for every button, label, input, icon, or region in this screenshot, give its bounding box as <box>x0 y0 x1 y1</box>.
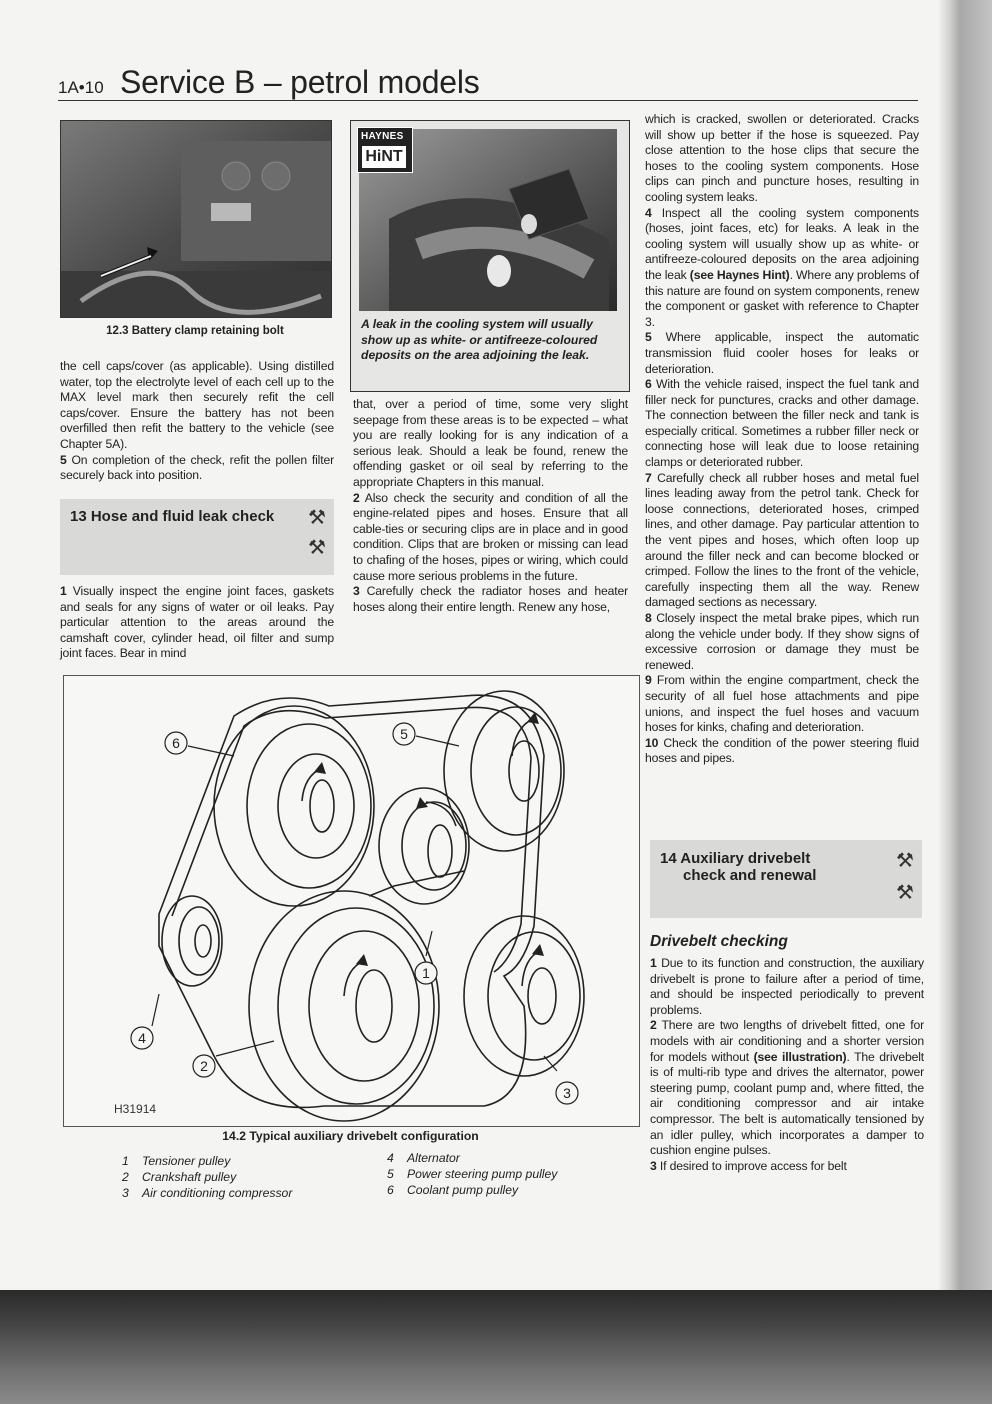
drivebelt-diagram <box>63 675 640 1127</box>
page-header <box>58 62 918 101</box>
spanner-difficulty-icon: ⚒ <box>308 507 326 529</box>
page-number: 1A•10 <box>58 78 104 97</box>
section-14-heading-box <box>650 840 922 918</box>
legend-item: 1 Tensioner pulley <box>122 1154 231 1168</box>
legend-item: 4 Alternator <box>387 1151 460 1165</box>
paragraph: 10 Check the condition of the power steering fluid hoses and pipes. <box>645 735 919 766</box>
drivebelt-checking-heading: Drivebelt checking <box>650 933 788 950</box>
paragraph: 5 On completion of the check, refit the pollen filter securely back into position. <box>60 452 334 483</box>
paragraph: 3 Carefully check the radiator hoses and heater hoses along their entire length. Renew any hose, <box>353 584 628 614</box>
paragraph: 3 If desired to improve access for belt <box>650 1158 847 1173</box>
legend-item: 6 Coolant pump pulley <box>387 1183 519 1197</box>
diagram-legend-left <box>122 1153 362 1201</box>
column-3-text <box>645 112 919 767</box>
legend-item: 3 Air conditioning compressor <box>122 1186 293 1200</box>
paragraph: 4 Inspect all the cooling system components (hoses, joint faces, etc) for leaks. A leak in the cooling system will usually show up as white- or antifreeze-coloured deposits on the area adjoining the leak (see Haynes Hint). Where any problems of this nature are found on system components, renew the component or gasket with reference to Chapter 3. <box>645 205 919 329</box>
paragraph: 2 There are two lengths of drivebelt fitted, one for models with air conditioning and a shorter version for models without (see illustration). The drivebelt is of multi-rib type and drives the alternator, power steering pump, coolant pump and, where fitted, the air conditioning compressor and air intake compressor. The belt is automatically tensioned by an idler pulley, which incorporates a damper to cushion engine pulses. <box>650 1018 924 1158</box>
section-13-heading-box <box>60 499 334 575</box>
haynes-hint-badge <box>357 127 413 173</box>
photo-caption-12-3: 12.3 Battery clamp retaining bolt <box>106 325 284 337</box>
paragraph: the cell caps/cover (as applicable). Using distilled water, top the electrolyte level of each cell up to the MAX level mark then securely refit the cell caps/cover. Ensure the battery has not been overfilled then refit the battery to the vehicle (see Chapter 5A). <box>60 359 334 451</box>
haynes-hint-box <box>350 120 630 392</box>
haynes-label: HAYNES <box>361 131 404 142</box>
column-2-text <box>353 397 628 615</box>
diagram-legend-right <box>387 1150 637 1198</box>
paragraph: that, over a period of time, some very slight seepage from these areas is to be expected – what you are really looking for is any indication of a serious leak. Should a leak be found, renew the offending gasket or oil seal by referring to the appropriate Chapters in this manual. <box>353 397 628 489</box>
paragraph: 5 Where applicable, inspect the automatic transmission fluid cooler hoses for leaks or deterioration. <box>645 330 919 376</box>
section-14-title-line2: check and renewal <box>683 867 817 884</box>
paragraph: 2 Also check the security and condition of all the engine-related pipes and hoses. Ensure that all cable-ties or securing clips are in place and in good condition. Clips that are broken or missing can lead to chafing of the hoses, pipes or wiring, which could cause more serious problems in the future. <box>353 490 628 583</box>
paragraph: which is cracked, swollen or deteriorated. Cracks will show up better if the hose is squeezed. Pay close attention to the hose clips that secure the hoses to the cooling system components. Hose clips can pinch and puncture hoses, resulting in cooling system leaks. <box>645 112 919 204</box>
paragraph: 7 Carefully check all rubber hoses and metal fuel lines leading away from the petrol tank. Check for loose connections, deteriorated hoses, crimped lines, and other damage. Pay particular attention to the vent pipes and hoses, which often loop up around the filler neck and can become blocked or crimped. Follow the lines to the front of the vehicle, carefully inspecting them all the way. Renew damaged sections as necessary. <box>645 470 919 610</box>
column-3-text-lower <box>650 956 924 1174</box>
scanner-right-margin <box>960 0 992 1290</box>
paragraph: 9 From within the engine compartment, check the security of all fuel hose attachments and pipe unions, and inspect the fuel hoses and vacuum hoses for kinks, chafing and deterioration. <box>645 673 919 735</box>
battery-clamp-photo <box>60 120 332 318</box>
drivebelt-diagram-illustration <box>64 676 639 1126</box>
callout-label: 3 <box>563 1085 571 1101</box>
column-1-text-lower <box>60 584 334 662</box>
paragraph: 1 Visually inspect the engine joint faces, gaskets and seals for any signs of water or oil leaks. Pay particular attention to the areas around the camshaft cover, cylinder head, oil filter and sump joint faces. Bear in mind <box>60 584 334 661</box>
hint-label: HiNT <box>362 146 406 168</box>
paragraph: 1 Due to its function and construction, the auxiliary drivebelt is prone to failure after a period of time, and should be inspected periodically to prevent problems. <box>650 956 924 1017</box>
callouts <box>131 723 578 1104</box>
diagram-caption: 14.2 Typical auxiliary drivebelt configuration <box>222 1129 479 1143</box>
spanner-difficulty-icon: ⚒ <box>896 882 914 904</box>
callout-label: 6 <box>172 735 180 751</box>
section-13-title: 13 Hose and fluid leak check <box>70 508 275 525</box>
diagram-code: H31914 <box>114 1102 157 1116</box>
section-14-title-line1: 14 Auxiliary drivebelt <box>660 850 811 867</box>
legend-item: 5 Power steering pump pulley <box>387 1167 558 1181</box>
column-1-text <box>60 359 334 484</box>
paragraph: 8 Closely inspect the metal brake pipes, which run along the vehicle under body. If they show signs of excessive corrosion or damage they must be renewed. <box>645 611 919 672</box>
battery-photo-illustration <box>61 121 331 317</box>
hint-caption: A leak in the cooling system will usually show up as white- or antifreeze-coloured deposits on the area adjoining the leak. <box>361 317 598 362</box>
page-title: Service B – petrol models <box>120 64 480 100</box>
legend-item: 2 Crankshaft pulley <box>122 1170 237 1184</box>
scanner-bottom-margin <box>0 1290 992 1404</box>
callout-label: 5 <box>400 726 408 742</box>
spanner-difficulty-icon: ⚒ <box>896 850 914 872</box>
callout-label: 1 <box>422 965 430 981</box>
callout-label: 2 <box>200 1058 208 1074</box>
callout-label: 4 <box>138 1030 146 1046</box>
page-edge-shadow <box>938 0 960 1290</box>
paragraph: 6 With the vehicle raised, inspect the fuel tank and filler neck for punctures, cracks and other damage. The connection between the filler neck and tank is especially critical. Sometimes a rubber filler neck or connecting hose will leak due to loose retaining clamps or deteriorated rubber. <box>645 377 919 470</box>
spanner-difficulty-icon: ⚒ <box>308 537 326 559</box>
